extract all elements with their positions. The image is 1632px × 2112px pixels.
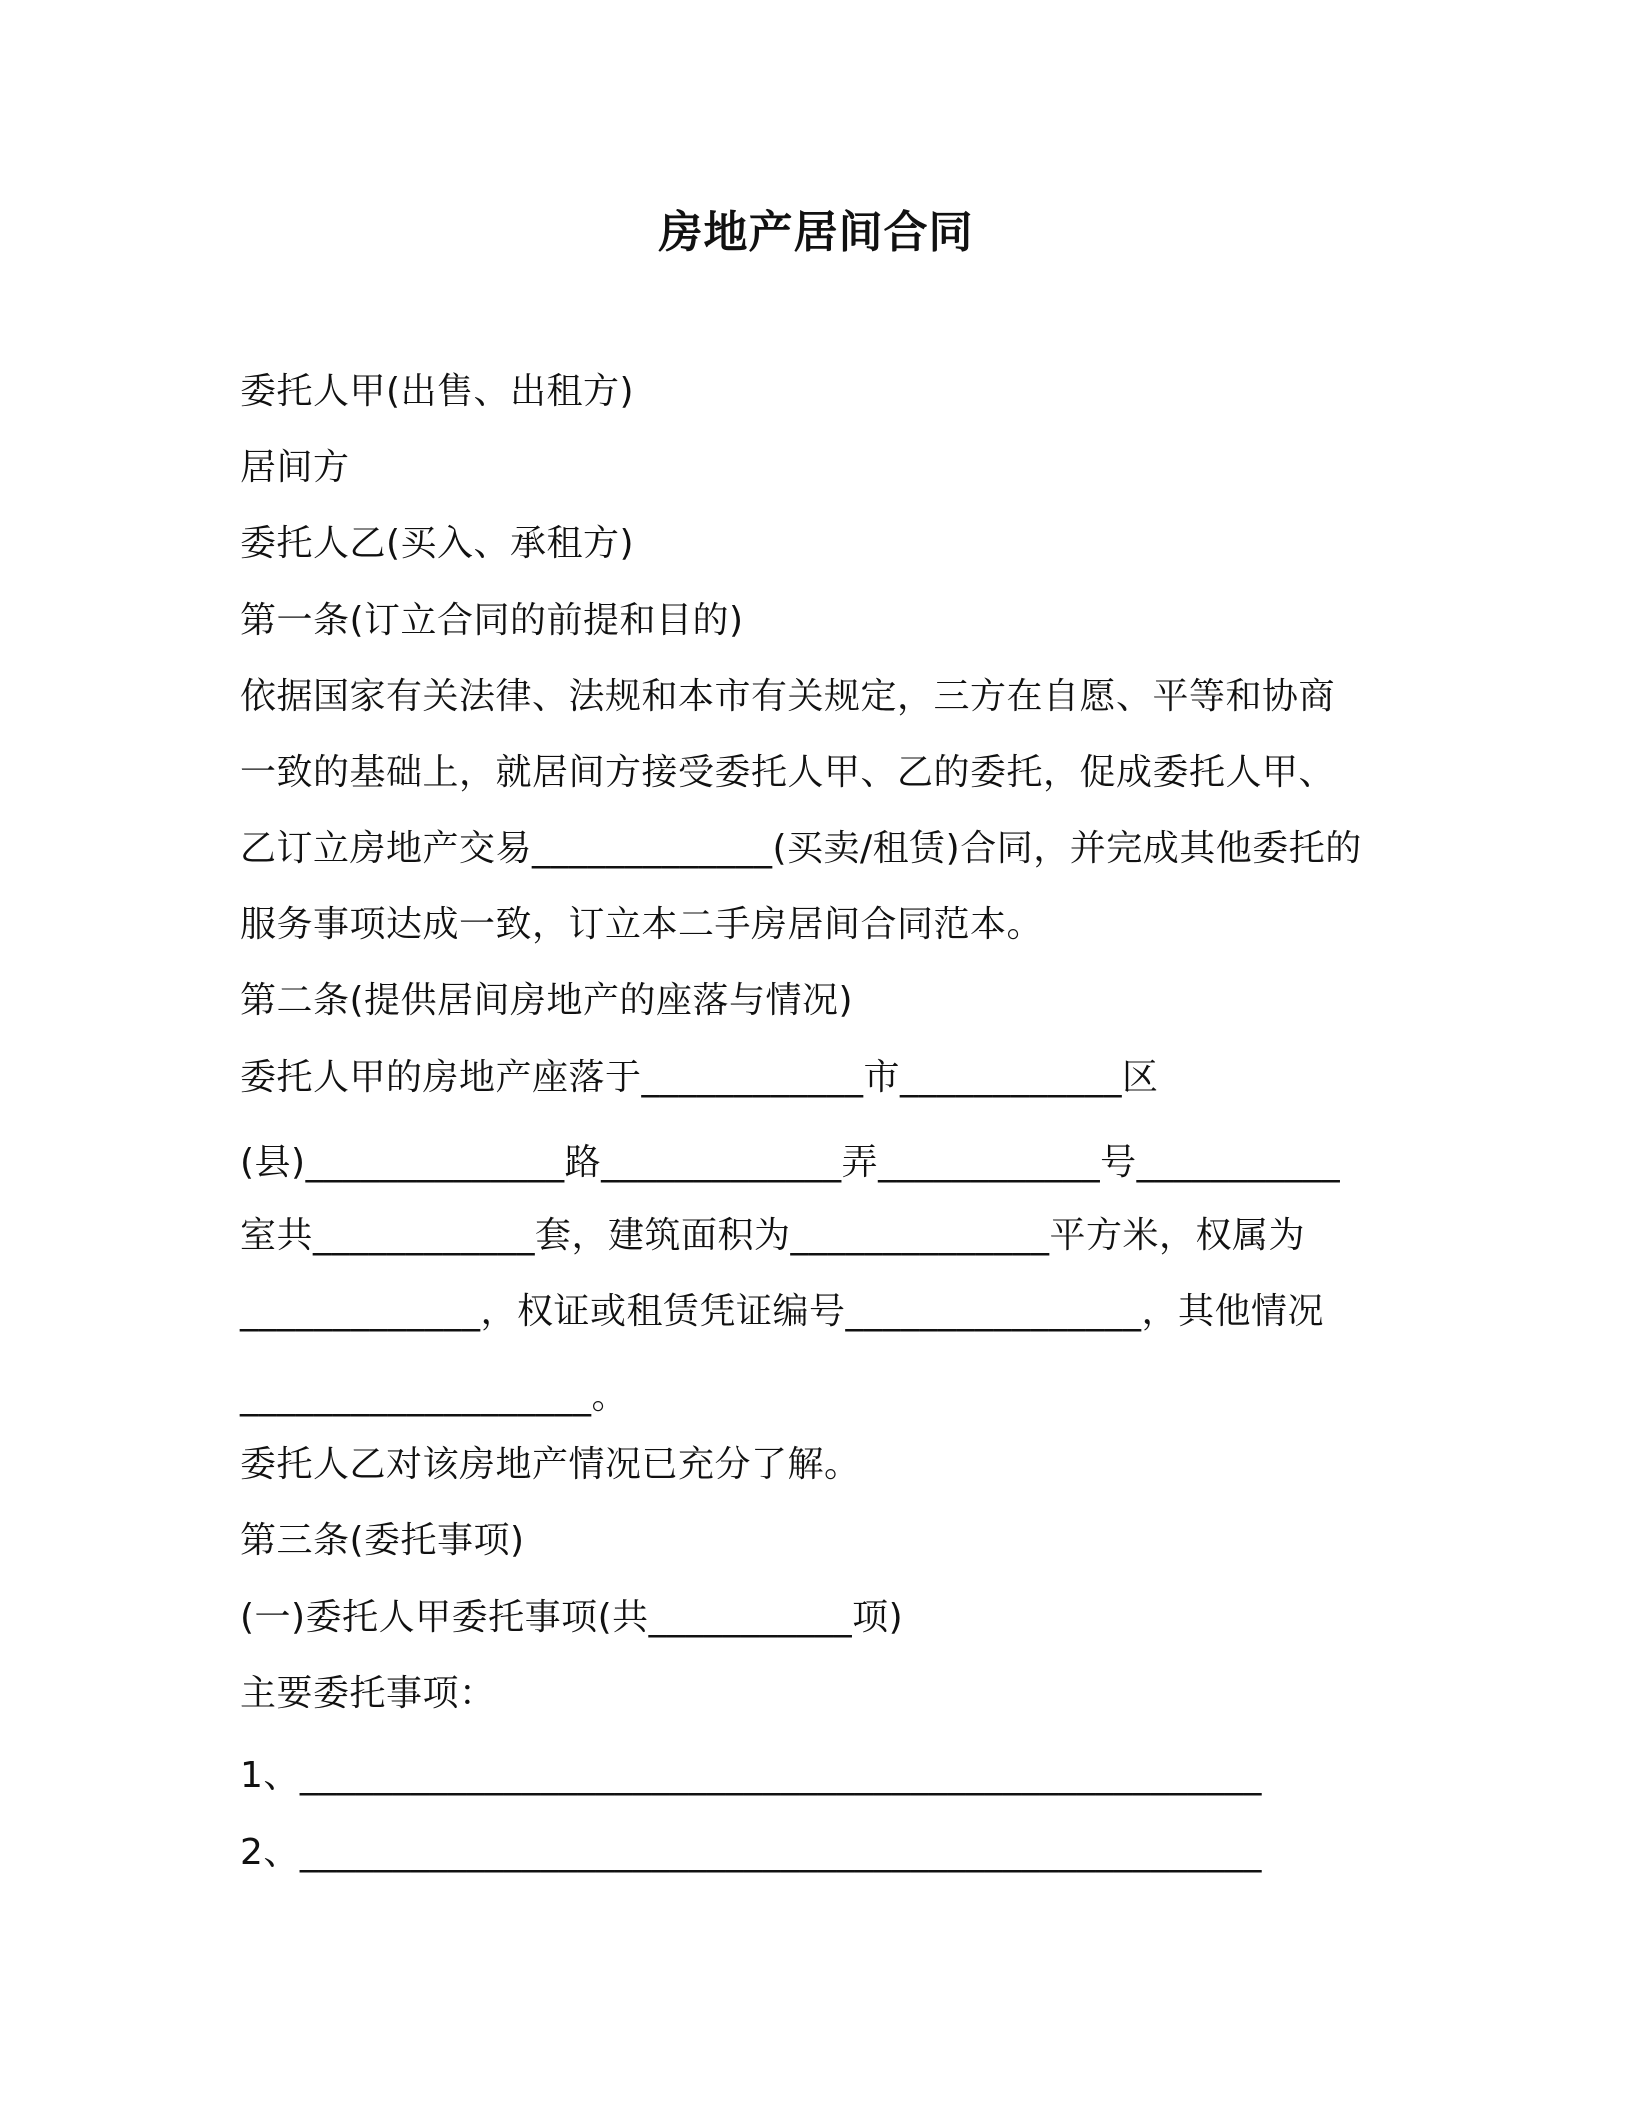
main-items-label: 主要委托事项： [240, 1673, 496, 1714]
party-b-acknowledgement: 委托人乙对该房地产情况已充分了解。 [240, 1444, 861, 1485]
party-a-items-heading: (一)委托人甲委托事项(共___________项) [240, 1597, 904, 1638]
article-1-text-line: 一致的基础上，就居间方接受委托人甲、乙的委托，促成委托人甲、 [240, 752, 1336, 793]
article-1-text-line: 乙订立房地产交易_____________(买卖/租赁)合同，并完成其他委托的 [240, 828, 1362, 869]
article-1-text-line: 服务事项达成一致，订立本二手房居间合同范本。 [240, 904, 1044, 945]
article-3-heading: 第三条(委托事项) [240, 1520, 525, 1561]
article-1-heading: 第一条(订立合同的前提和目的) [240, 600, 744, 641]
property-info-line: 室共____________套，建筑面积为______________平方米，权属为 [240, 1215, 1306, 1256]
party-a-label: 委托人甲(出售、出租方) [240, 371, 635, 412]
article-1-text-line: 依据国家有关法律、法规和本市有关规定，三方在自愿、平等和协商 [240, 676, 1336, 717]
property-info-line: _____________，权证或租赁凭证编号________________，其他情况 [240, 1291, 1325, 1332]
item-line-1: 1、____________________________________________________ [240, 1755, 1262, 1796]
property-location-line: 委托人甲的房地产座落于____________市____________区 [240, 1057, 1159, 1098]
party-b-label: 委托人乙(买入、承租方) [240, 523, 635, 564]
property-location-line: (县)______________路_____________弄____________号___________ [240, 1142, 1341, 1183]
property-info-line: ___________________。 [240, 1376, 628, 1417]
article-2-heading: 第二条(提供居间房地产的座落与情况) [240, 980, 854, 1021]
document-title: 房地产居间合同 [658, 207, 974, 258]
item-line-2: 2、____________________________________________________ [240, 1832, 1262, 1873]
intermediary-label: 居间方 [240, 447, 350, 488]
